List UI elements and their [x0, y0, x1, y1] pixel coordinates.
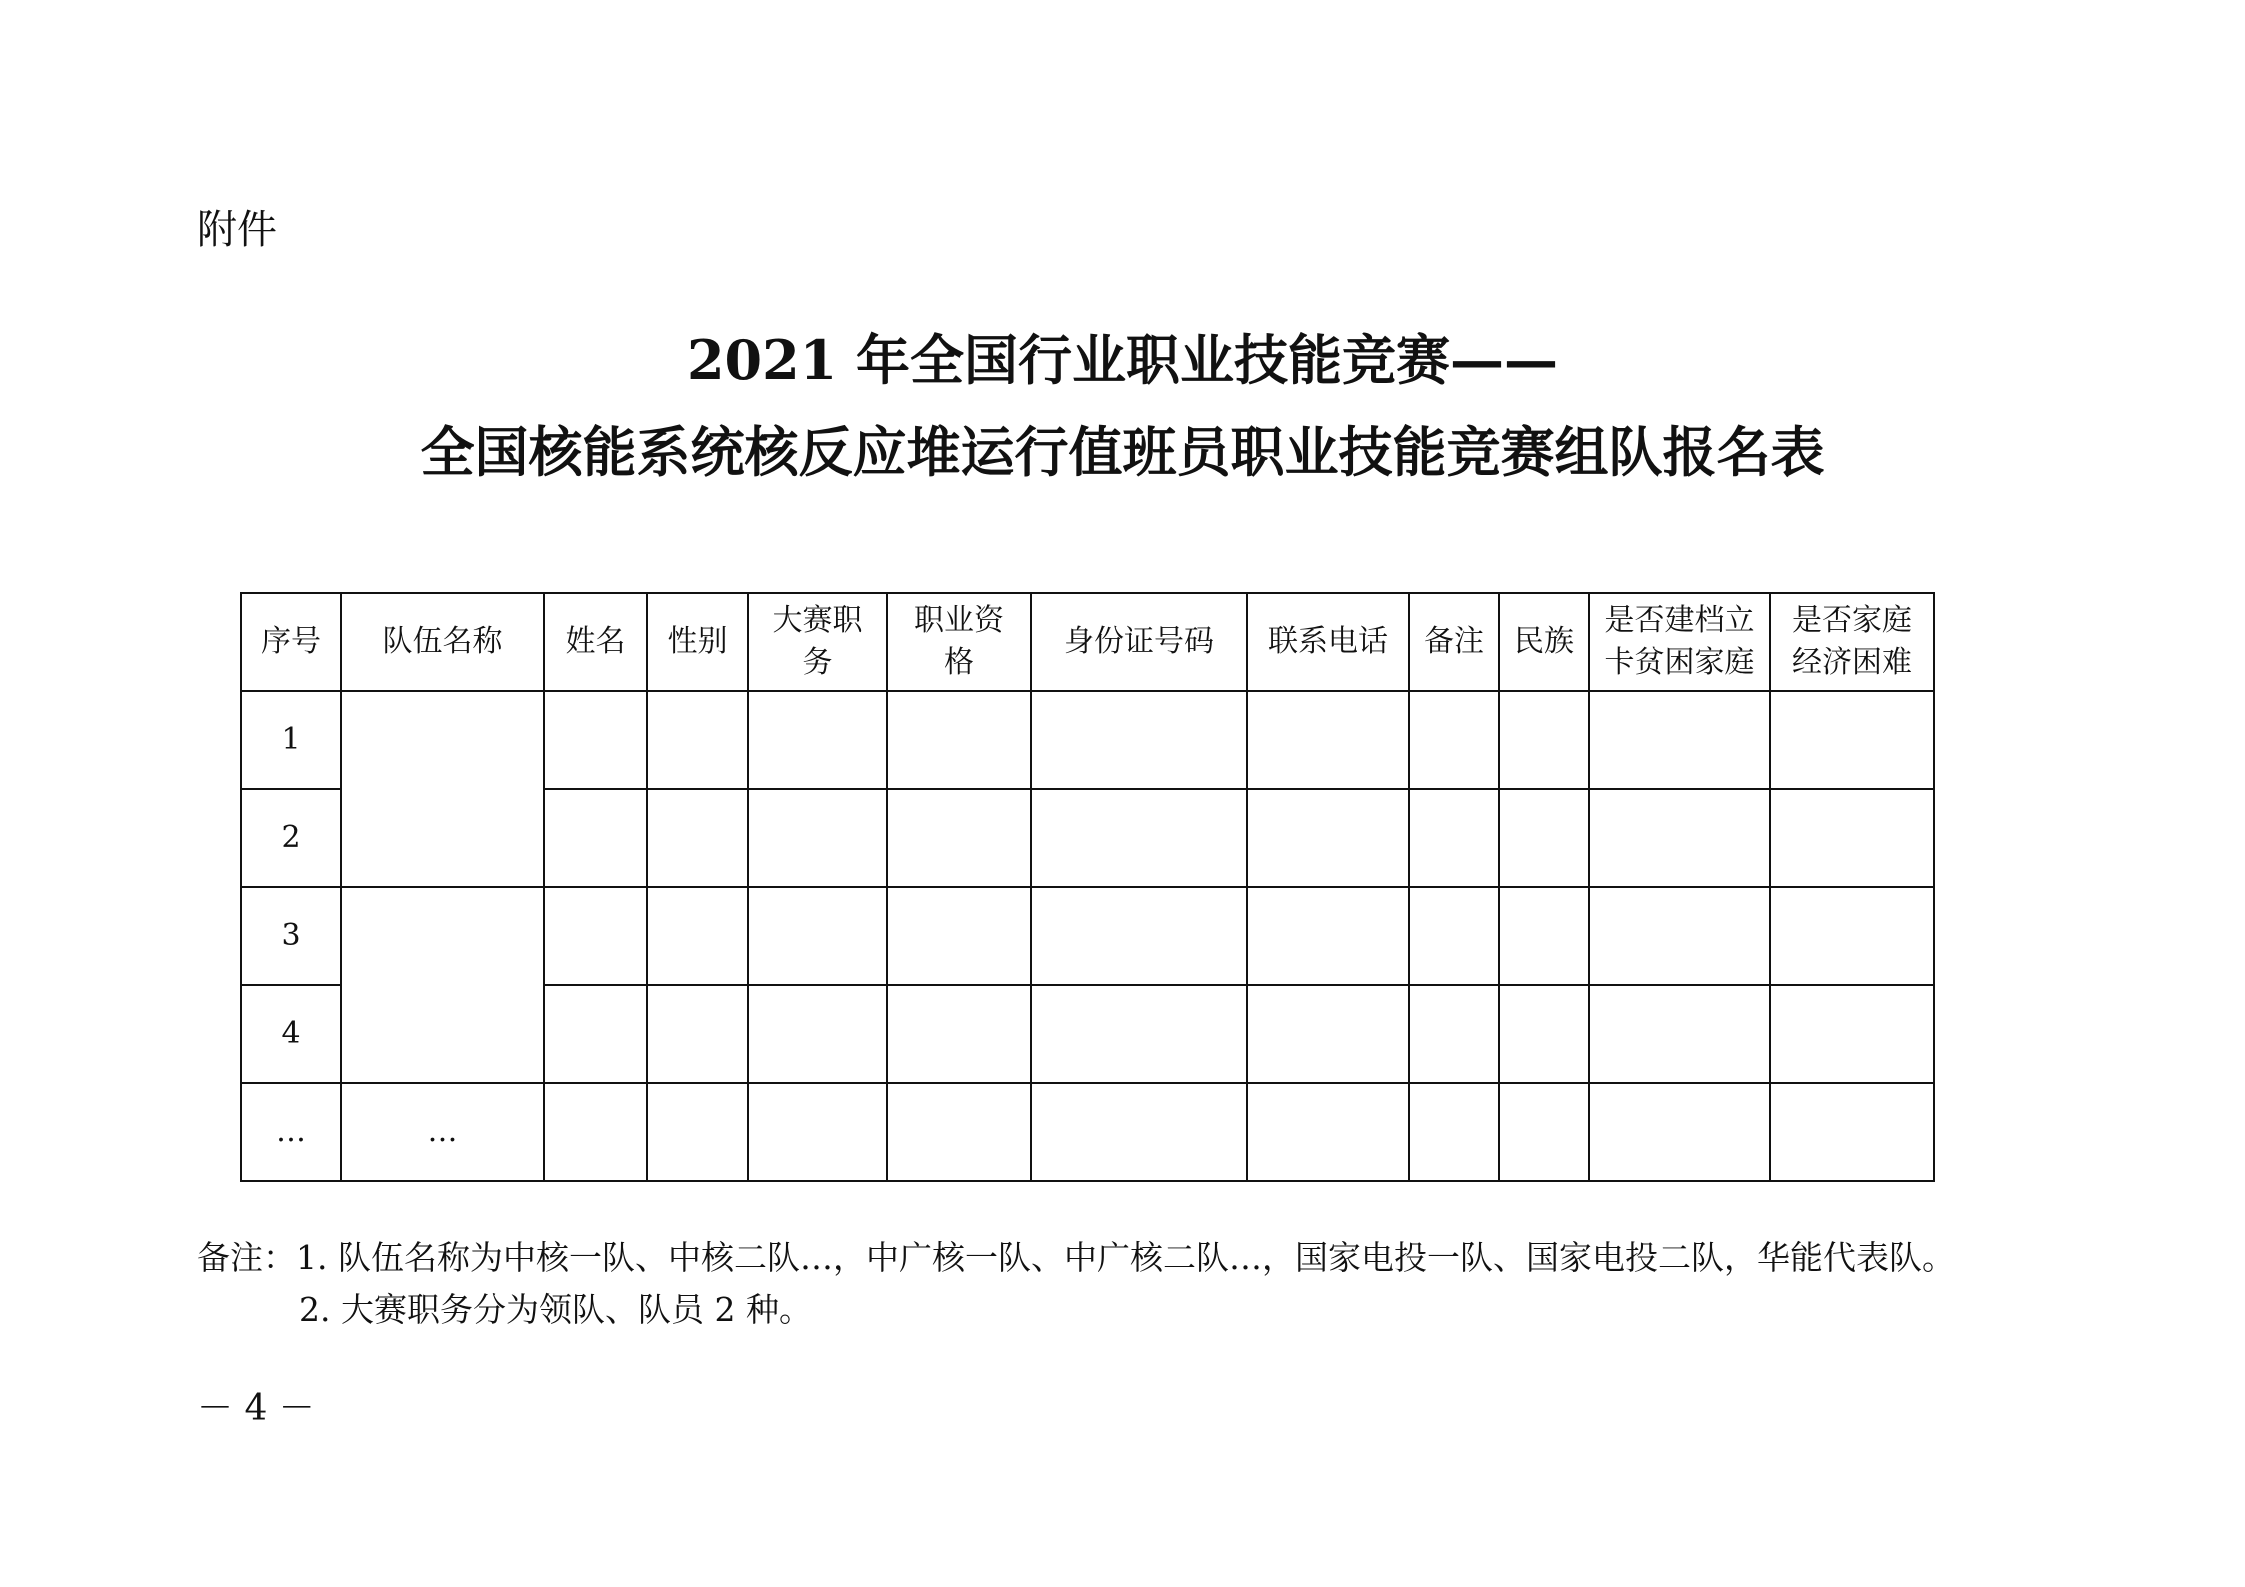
economic-hardship-cell — [1770, 985, 1934, 1083]
poverty-registered-cell — [1589, 1083, 1770, 1181]
economic-hardship-cell — [1770, 789, 1934, 887]
role-cell — [748, 691, 887, 789]
role-cell — [748, 887, 887, 985]
qualification-cell — [887, 985, 1031, 1083]
table-row — [241, 1083, 1934, 1181]
ethnicity-cell — [1499, 789, 1589, 887]
poverty-registered-cell — [1589, 789, 1770, 887]
name-cell — [544, 985, 647, 1083]
gender-cell — [647, 985, 748, 1083]
ethnicity-cell — [1499, 1083, 1589, 1181]
role-cell — [748, 1083, 887, 1181]
table-row — [241, 691, 1934, 789]
phone-cell — [1247, 887, 1409, 985]
attachment-label: 附件 — [197, 207, 277, 253]
phone-cell — [1247, 789, 1409, 887]
row-index: 2 — [241, 789, 341, 887]
poverty-registered-cell — [1589, 985, 1770, 1083]
name-cell — [544, 1083, 647, 1181]
id-number-cell — [1031, 789, 1247, 887]
team-name-cell — [341, 691, 544, 887]
id-number-cell — [1031, 691, 1247, 789]
remarks-cell — [1409, 691, 1499, 789]
header-index: 序号 — [241, 593, 341, 691]
economic-hardship-cell — [1770, 691, 1934, 789]
ethnicity-cell — [1499, 691, 1589, 789]
qualification-cell — [887, 789, 1031, 887]
qualification-cell — [887, 1083, 1031, 1181]
team-name-cell: … — [341, 1083, 544, 1181]
gender-cell — [647, 887, 748, 985]
document-title-line1: 2021 年全国行业职业技能竞赛—— — [686, 328, 1559, 392]
table-row — [241, 887, 1934, 985]
header-poverty-registered: 是否建档立卡贫困家庭 — [1589, 593, 1770, 691]
registration-table — [240, 592, 1935, 1182]
poverty-registered-cell — [1589, 887, 1770, 985]
name-cell — [544, 691, 647, 789]
remarks-cell — [1409, 789, 1499, 887]
ethnicity-cell — [1499, 985, 1589, 1083]
role-cell — [748, 985, 887, 1083]
note-line-1: 备注：1. 队伍名称为中核一队、中核二队…，中广核一队、中广核二队…，国家电投一队、国家电投二队，华能代表队。 — [197, 1238, 1955, 1277]
phone-cell — [1247, 985, 1409, 1083]
row-index: 1 — [241, 691, 341, 789]
ethnicity-cell — [1499, 887, 1589, 985]
name-cell — [544, 789, 647, 887]
remarks-cell — [1409, 1083, 1499, 1181]
header-id-number: 身份证号码 — [1031, 593, 1247, 691]
header-team-name: 队伍名称 — [341, 593, 544, 691]
economic-hardship-cell — [1770, 887, 1934, 985]
header-gender: 性别 — [647, 593, 748, 691]
document-title-line2: 全国核能系统核反应堆运行值班员职业技能竞赛组队报名表 — [420, 420, 1825, 484]
note-line-2: 2. 大赛职务分为领队、队员 2 种。 — [299, 1290, 812, 1329]
economic-hardship-cell — [1770, 1083, 1934, 1181]
qualification-cell — [887, 887, 1031, 985]
id-number-cell — [1031, 887, 1247, 985]
row-index: 4 — [241, 985, 341, 1083]
header-ethnicity: 民族 — [1499, 593, 1589, 691]
header-phone: 联系电话 — [1247, 593, 1409, 691]
header-qualification: 职业资格 — [887, 593, 1031, 691]
id-number-cell — [1031, 1083, 1247, 1181]
id-number-cell — [1031, 985, 1247, 1083]
qualification-cell — [887, 691, 1031, 789]
gender-cell — [647, 1083, 748, 1181]
notes-block — [197, 1232, 1955, 1336]
header-name: 姓名 — [544, 593, 647, 691]
phone-cell — [1247, 1083, 1409, 1181]
page-number: － 4 － — [197, 1388, 315, 1429]
table-header-row — [241, 593, 1934, 691]
gender-cell — [647, 691, 748, 789]
header-remarks: 备注 — [1409, 593, 1499, 691]
gender-cell — [647, 789, 748, 887]
name-cell — [544, 887, 647, 985]
header-economic-hardship: 是否家庭经济困难 — [1770, 593, 1934, 691]
header-role: 大赛职务 — [748, 593, 887, 691]
row-index: … — [241, 1083, 341, 1181]
role-cell — [748, 789, 887, 887]
row-index: 3 — [241, 887, 341, 985]
poverty-registered-cell — [1589, 691, 1770, 789]
team-name-cell — [341, 887, 544, 1083]
remarks-cell — [1409, 985, 1499, 1083]
remarks-cell — [1409, 887, 1499, 985]
phone-cell — [1247, 691, 1409, 789]
